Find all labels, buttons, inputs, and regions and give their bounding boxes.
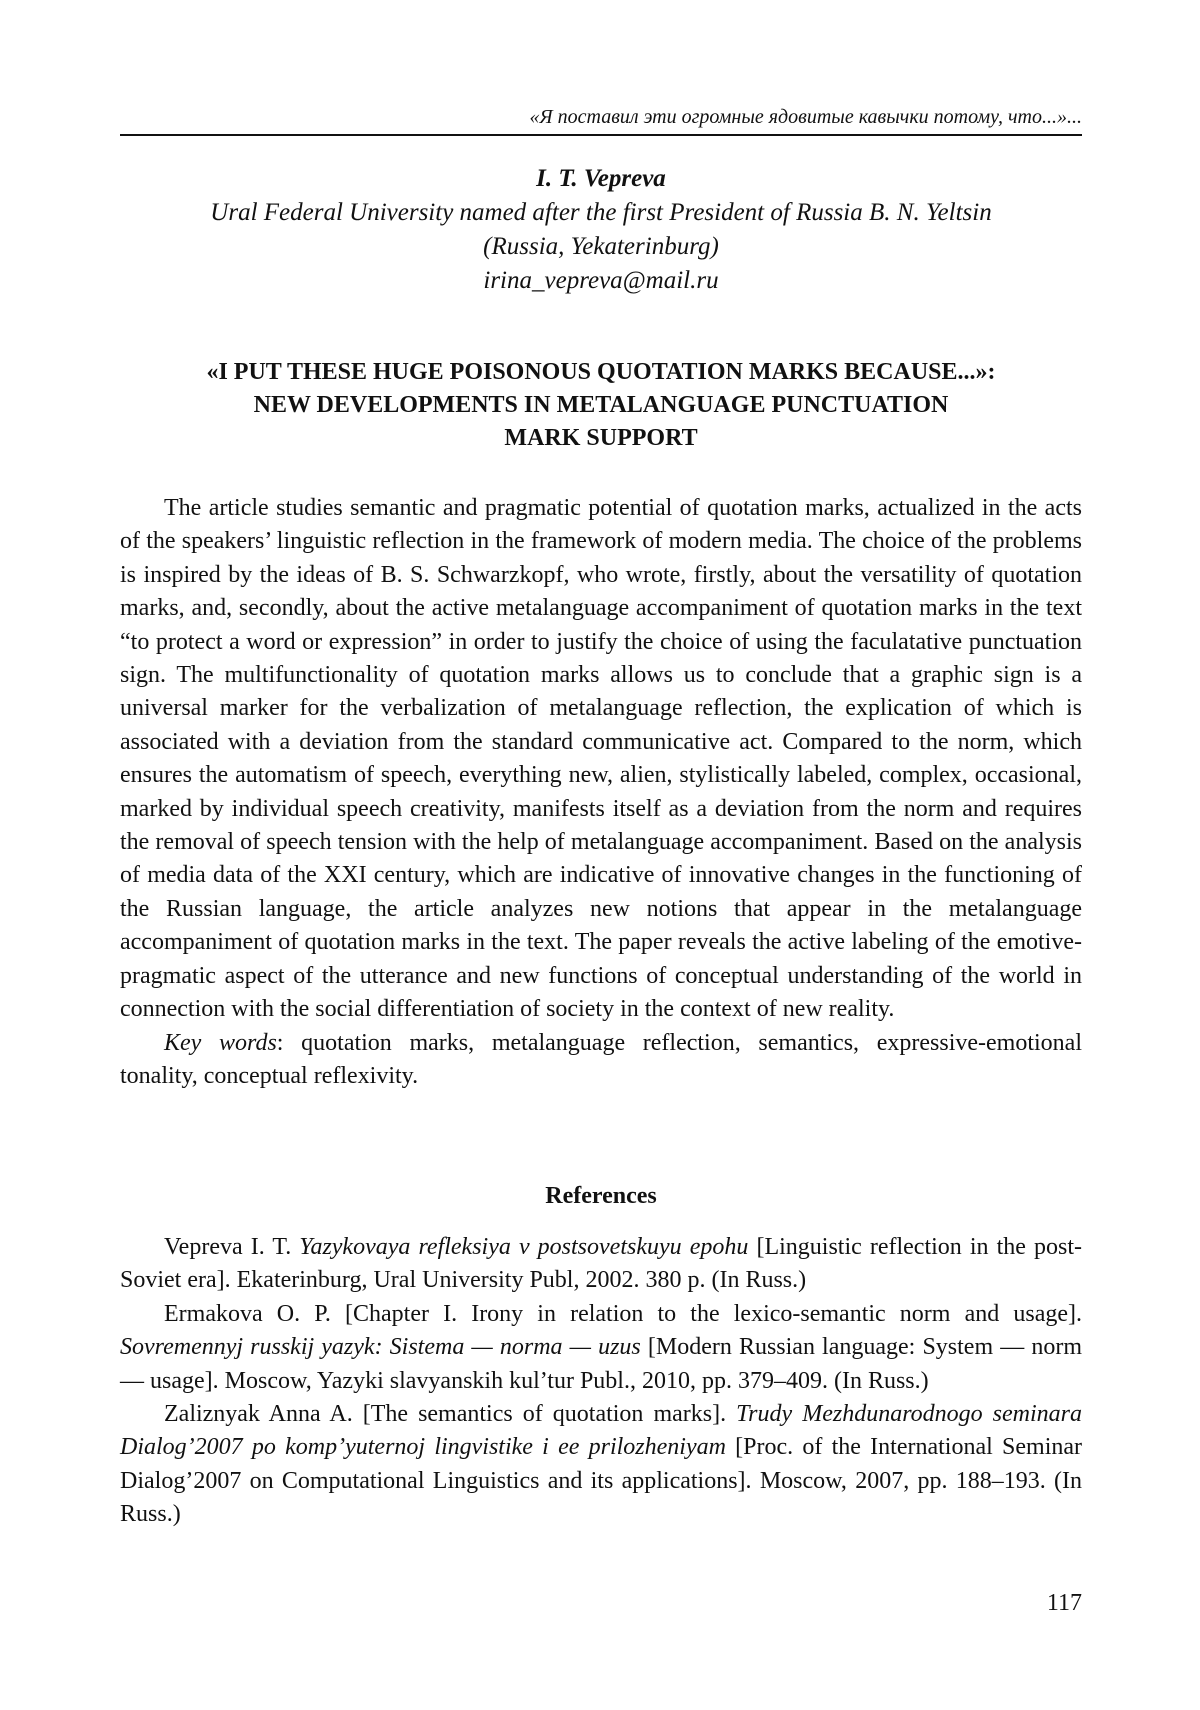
ref-details: [Modern Russian language: System — norm — usage]. Moscow, Yazyki slavyanskih kul’tur Publ., 2010, pp. 379–409. (In Russ.) [120, 1334, 1082, 1394]
author-email: irina_vepreva@mail.ru [483, 267, 719, 294]
references-heading: References [545, 1183, 657, 1209]
title-line-1: «I PUT THESE HUGE POISONOUS QUOTATION MARKS BECAUSE...»: [206, 359, 996, 385]
keywords-paragraph [120, 1027, 1082, 1094]
keywords-label: Key words [164, 1029, 277, 1056]
page-number: 117 [1046, 1590, 1082, 1616]
ref-author: Zaliznyak Anna A. [The semantics of quotation marks]. [164, 1401, 737, 1428]
article-title [120, 356, 1082, 455]
title-line-3: MARK SUPPORT [504, 425, 698, 451]
author-location: (Russia, Yekaterinburg) [483, 233, 719, 260]
abstract-section [120, 492, 1082, 1093]
ref-details: [Proc. of the International Seminar Dialog’2007 on Computational Linguistics and its applications]. Moscow, 2007, pp. 188–193. (In Russ.) [120, 1434, 1083, 1528]
running-head: «Я поставил эти огромные ядовитые кавычки потому, что...»... [529, 106, 1082, 128]
keywords-text: : quotation marks, metalanguage reflection, semantics, expressive-emotional tonality, conceptual reflexivity. [120, 1029, 1083, 1089]
author-block [120, 162, 1082, 298]
ref-author: Ermakova O. P. [Chapter I. Irony in relation to the lexico-semantic norm and usage]. [164, 1300, 1082, 1327]
header-rule [120, 134, 1082, 136]
reference-item [120, 1398, 1082, 1532]
ref-author: Vepreva I. T. [164, 1234, 300, 1260]
abstract-paragraph: The article studies semantic and pragmatic potential of quotation marks, actualized in the acts of the speakers’ linguistic reflection in the framework of modern media. The choice of the problems is inspired by the ideas of B. S. Schwarzkopf, who wrote, firstly, about the versatility of quotation marks, and, secondly, about the active metalanguage accompaniment of quotation marks in the text “to protect a word or expression” in order to justify the choice of using the faculatative punctuation sign. The multifunctionality of quotation marks allows us to conclude that a graphic sign is a universal marker for the verbalization of metalanguage reflection, the explication of which is associated with a deviation from the standard communicative act. Compared to the norm, which ensures the automatism of speech, everything new, alien, stylistically labeled, complex, occasional, marked by individual speech creativity, manifests itself as a deviation from the norm and requires the removal of speech tension with the help of metalanguage accompaniment. Based on the analysis of media data of the XXI century, which are indicative of innovative changes in the functioning of the Russian language, the article analyzes new notions that appear in the metalanguage accompaniment of quotation marks in the text. The paper reveals the active labeling of the emotive-pragmatic aspect of the utterance and new functions of conceptual understanding of the world in connection with the social differentiation of society in the context of new reality. [120, 495, 1082, 1023]
reference-item [120, 1298, 1082, 1398]
ref-title: Sovremennyj russkij yazyk: Sistema — norma — uzus [120, 1334, 641, 1361]
references-list [120, 1231, 1082, 1532]
author-affiliation: Ural Federal University named after the first President of Russia B. N. Yeltsin [210, 199, 992, 226]
title-line-2: NEW DEVELOPMENTS IN METALANGUAGE PUNCTUATION [253, 392, 949, 418]
ref-title: Trudy Mezhdunarodnogo seminara Dialog’2007 po komp’yuternoj lingvistike i ee prilozheniyam [120, 1401, 1083, 1461]
ref-title: Yazykovaya refleksiya v postsovetskuyu epohu [299, 1234, 749, 1260]
ref-details: [Linguistic reflection in the post-Soviet era]. Ekaterinburg, Ural University Publ, 2002. 380 p. (In Russ.) [120, 1234, 1083, 1294]
author-name: I. T. Vepreva [536, 165, 666, 192]
reference-item [120, 1231, 1082, 1298]
